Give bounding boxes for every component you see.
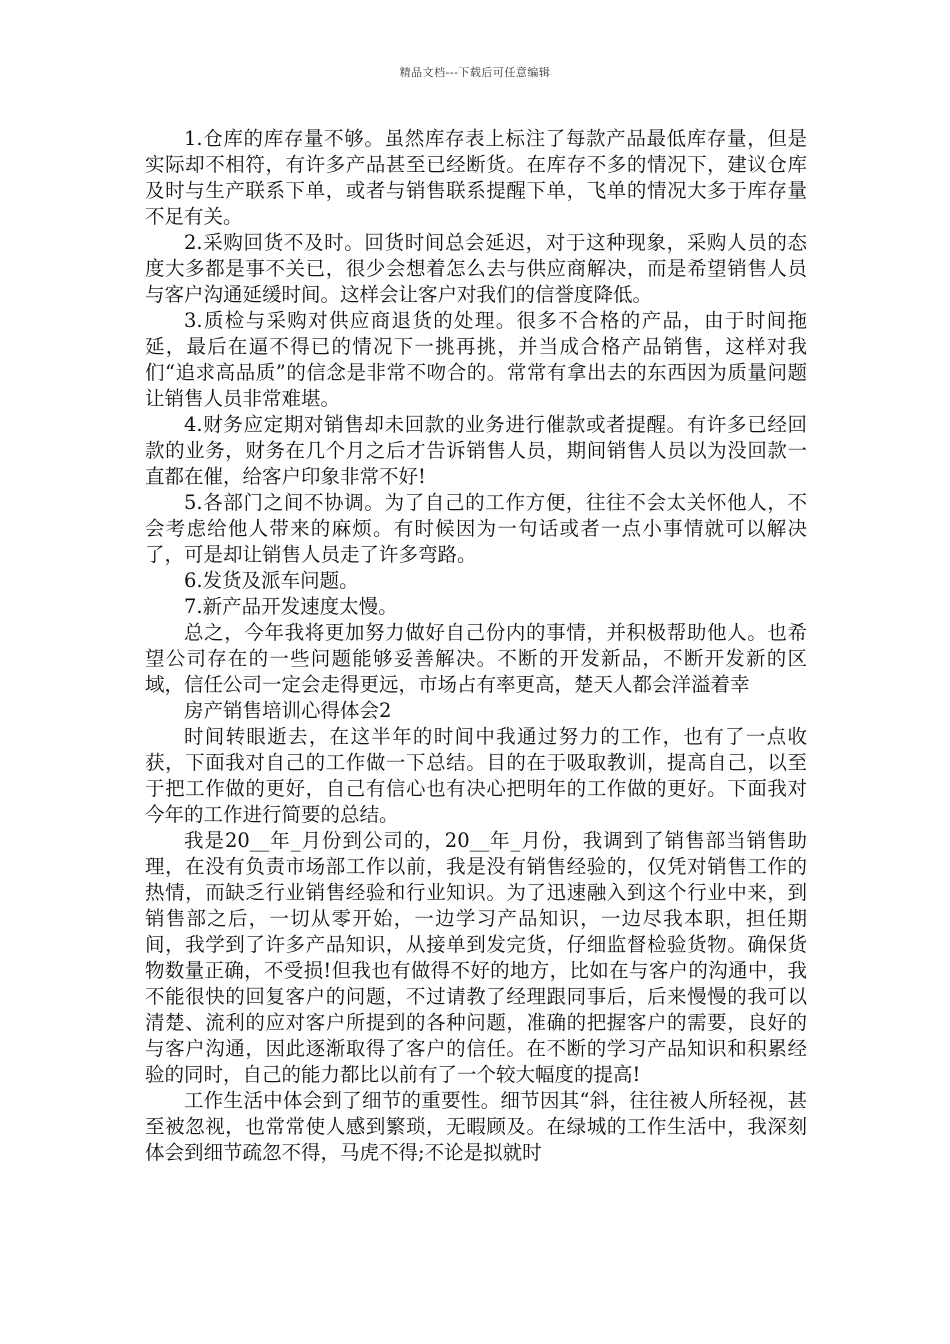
paragraph-finance: 4.财务应定期对销售却未回款的业务进行催款或者提醒。有许多已经回款的业务，财务在几个月之后才告诉销售人员，期间销售人员以为没回款一直都在催，给客户印象非常不好! (145, 413, 807, 488)
paragraph-inventory: 1.仓库的库存量不够。虽然库存表上标注了每款产品最低库存量，但是实际却不相符，有许多产品甚至已经断货。在库存不多的情况下，建议仓库及时与生产联系下单，或者与销售联系提醒下单，飞单的情况大多于库存量不足有关。 (145, 127, 807, 228)
page-header: 精品文档---下载后可任意编辑 (399, 66, 551, 79)
paragraph-quality-check: 3.质检与采购对供应商退货的处理。很多不合格的产品，由于时间拖延，最后在逼不得已的情况下一挑再挑，并当成合格产品销售，这样对我们“追求高品质”的信念是非常不吻合的。常常有拿出去的东西因为质量问题让销售人员非常难堪。 (145, 309, 807, 410)
paragraph-summary: 总之，今年我将更加努力做好自己份内的事情，并积极帮助他人。也希望公司存在的一些问题能够妥善解决。不断的开发新品，不断开发新的区域，信任公司一定会走得更远，市场占有率更高，楚天人都会洋溢着幸 (145, 621, 807, 696)
paragraph-coordination: 5.各部门之间不协调。为了自己的工作方便，往往不会太关怀他人，不会考虑给他人带来的麻烦。有时候因为一句话或者一点小事情就可以解决了，可是却让销售人员走了许多弯路。 (145, 491, 807, 566)
paragraph-shipping: 6.发货及派车问题。 (184, 569, 359, 592)
paragraph-new-product: 7.新产品开发速度太慢。 (184, 595, 398, 618)
paragraph-purchasing: 2.采购回货不及时。回货时间总会延迟，对于这种现象，采购人员的态度大多都是事不关已，很少会想着怎么去与供应商解决，而是希望销售人员与客户沟通延缓时间。这样会让客户对我们的信誉度降低。 (145, 231, 807, 306)
section-heading: 房产销售培训心得体会2 (184, 699, 392, 722)
paragraph-experience: 我是20__年_月份到公司的，20__年_月份，我调到了销售部当销售助理，在没有负责市场部工作以前，我是没有销售经验的，仅凭对销售工作的热情，而缺乏行业销售经验和行业知识。为了迅速融入到这个行业中来，到销售部之后，一切从零开始，一边学习产品知识，一边尽我本职，担任期间，我学到了许多产品知识，从接单到发完货，仔细监督检验货物。确保货物数量正确，不受损!但我也有做得不好的地方，比如在与客户的沟通中，我不能很快的回复客户的问题，不过请教了经理跟同事后，后来慢慢的我可以清楚、流利的应对客户所提到的各种问题，准确的把握客户的需要，良好的与客户沟通，因此逐渐取得了客户的信任。在不断的学习产品知识和积累经验的同时，自己的能力都比以前有了一个较大幅度的提高! (145, 829, 807, 1086)
document-body (145, 126, 807, 1166)
paragraph-intro: 时间转眼逝去，在这半年的时间中我通过努力的工作，也有了一点收获，下面我对自己的工作做一下总结。目的在于吸取教训，提高自己，以至于把工作做的更好，自己有信心也有决心把明年的工作做的更好。下面我对今年的工作进行简要的总结。 (145, 725, 807, 826)
paragraph-details: 工作生活中体会到了细节的重要性。细节因其“斜，往往被人所轻视，甚至被忽视，也常常使人感到繁琐，无暇顾及。在绿城的工作生活中，我深刻体会到细节疏忽不得，马虎不得;不论是拟就时 (145, 1089, 807, 1164)
